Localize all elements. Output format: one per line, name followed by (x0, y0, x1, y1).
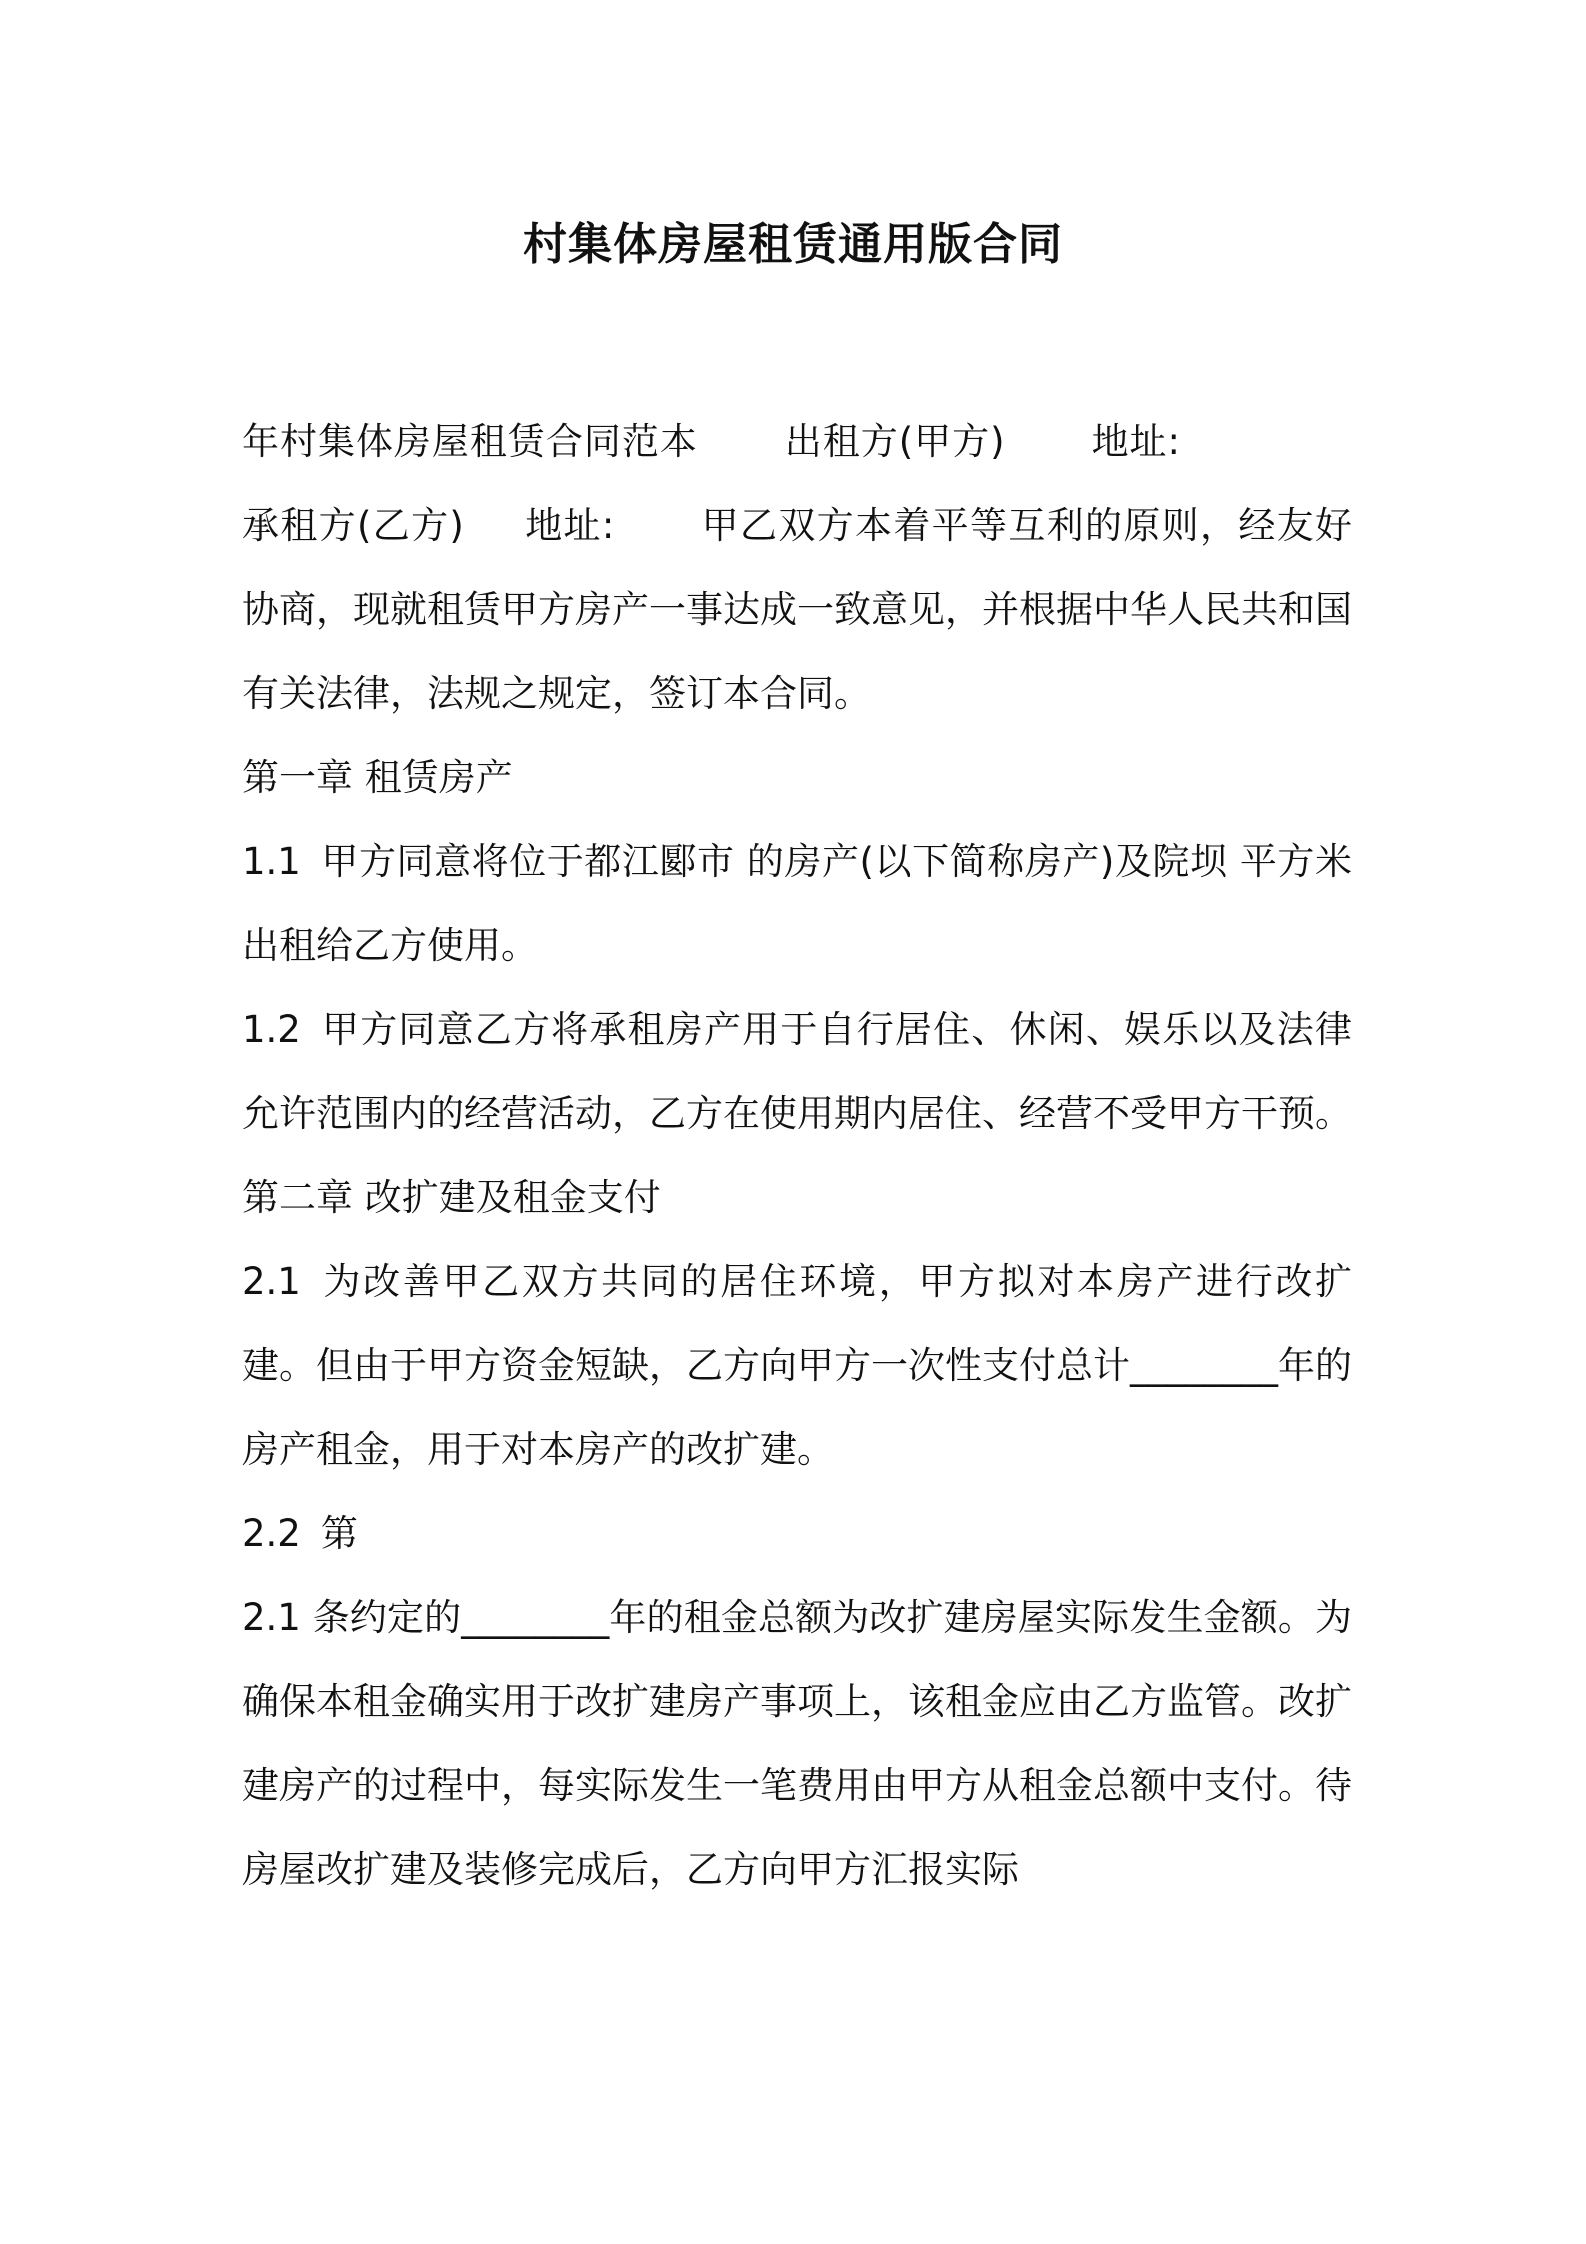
contract-intro (242, 400, 1352, 736)
clause-number: 1.2 (242, 1008, 301, 1051)
clause-number: 2.1 (242, 1260, 301, 1303)
contract-preamble: 甲乙双方本着平等互利的原则，经友好协商，现就租赁甲方房产一事达成一致意见，并根据中华人民共和国有关法律，法规之规定，签订本合同。 (242, 504, 1353, 715)
clause-text: 甲方同意乙方将承租房产用于自行居住、休闲、娱乐以及法律允许范围内的经营活动，乙方在使用期内居住、经营不受甲方干预。 (242, 1008, 1352, 1135)
lessor-label: 出租方(甲方) (783, 420, 1005, 463)
clause-2-1 (242, 1240, 1352, 1492)
clause-2-2 (242, 1492, 1352, 1576)
lessee-address-label: 地址: (523, 504, 615, 547)
clause-number: 2.2 (242, 1512, 301, 1555)
clause-text: 甲方同意将位于都江郾市 的房产(以下简称房产)及院坝 平方米出租给乙方使用。 (242, 840, 1352, 967)
clause-text: 为改善甲乙双方共同的居住环境，甲方拟对本房产进行改扩建。但由于甲方资金短缺，乙方向甲方一次性支付总计________年的房产租金，用于对本房产的改扩建。 (242, 1260, 1352, 1471)
clause-1-1 (242, 820, 1352, 988)
clause-1-2 (242, 988, 1352, 1156)
document-body (242, 400, 1352, 1912)
clause-2-2-continued: 2.1 条约定的________年的租金总额为改扩建房屋实际发生金额。为确保本租金确实用于改扩建房产事项上，该租金应由乙方监管。改扩建房产的过程中，每实际发生一笔费用由甲方从租金总额中支付。待房屋改扩建及装修完成后，乙方向甲方汇报实际 (242, 1596, 1352, 1891)
chapter-2-heading: 第二章 改扩建及租金支付 (242, 1176, 661, 1219)
clause-text: 第 (320, 1512, 358, 1555)
lessor-address-label: 地址: (1090, 420, 1180, 463)
document-title: 村集体房屋租赁通用版合同 (523, 219, 1063, 270)
template-name: 年村集体房屋租赁合同范本 (242, 420, 698, 463)
lessee-label: 承租方(乙方) (242, 504, 464, 547)
clause-number: 1.1 (242, 840, 301, 883)
chapter-1-heading: 第一章 租赁房产 (242, 756, 513, 799)
